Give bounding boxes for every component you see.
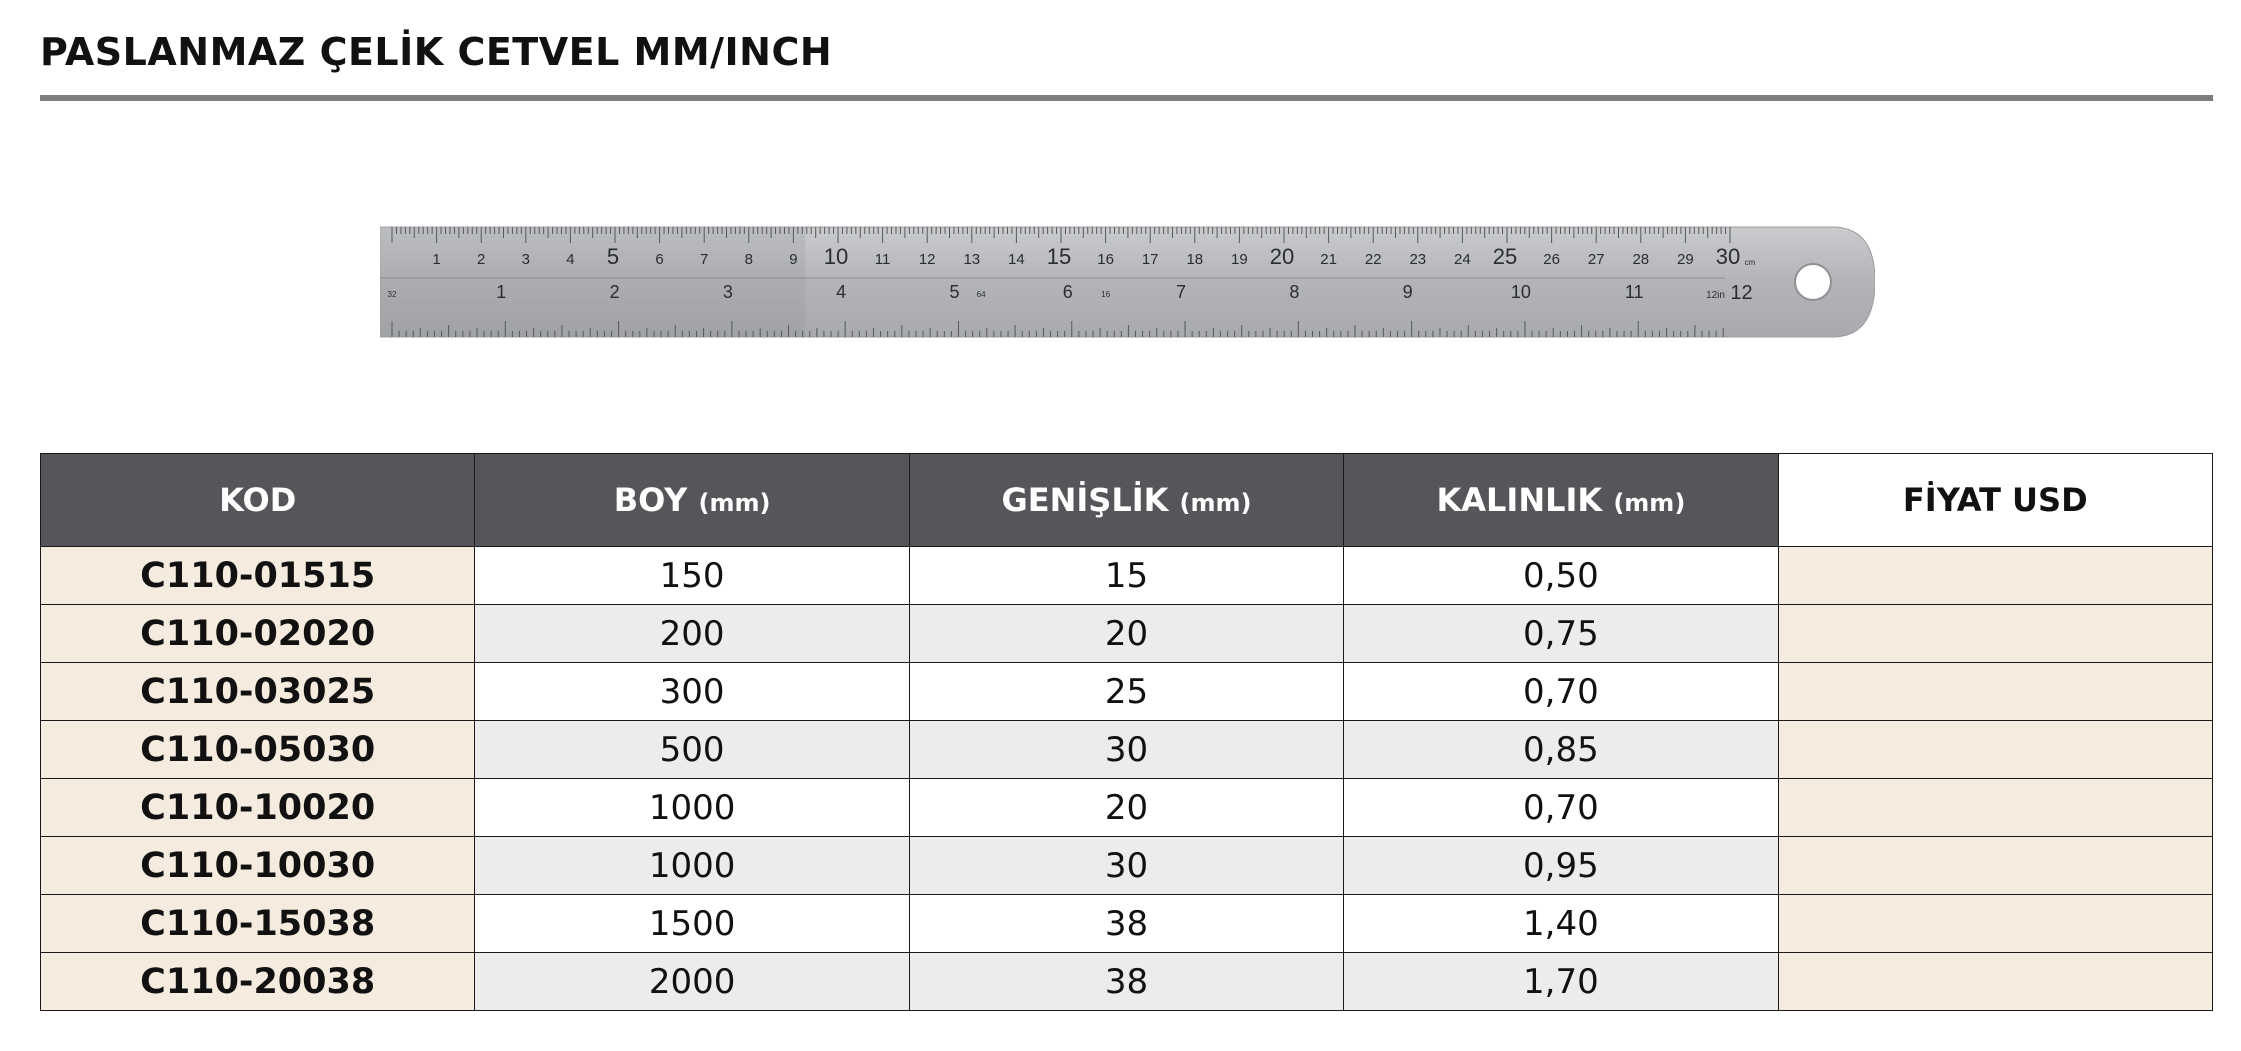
inch-label: 8 <box>1289 282 1300 302</box>
ruler-illustration <box>380 225 1875 345</box>
inch-label: 1 <box>496 282 507 302</box>
cell-kod: C110-05030 <box>41 721 475 779</box>
inch-label: 4 <box>836 282 847 302</box>
cm-label: 23 <box>1409 251 1427 268</box>
col-header-fiyat: FİYAT USD <box>1778 454 2212 547</box>
cm-label: 30 <box>1715 244 1741 269</box>
cm-label: 8 <box>744 251 753 268</box>
cell-fiyat <box>1778 953 2212 1011</box>
cell-boy: 150 <box>475 547 909 605</box>
inch-label: 12 <box>1730 282 1753 304</box>
cell-kod: C110-03025 <box>41 663 475 721</box>
cell-kod: C110-01515 <box>41 547 475 605</box>
col-header-kod: KOD <box>41 454 475 547</box>
cm-label: 17 <box>1141 251 1159 268</box>
cm-label: 12 <box>918 251 936 268</box>
cm-label: 20 <box>1269 244 1295 269</box>
table-row <box>41 721 2213 779</box>
inch-label: 9 <box>1402 282 1413 302</box>
table-header-row <box>41 454 2213 547</box>
cm-label: 28 <box>1632 251 1650 268</box>
cell-genislik: 25 <box>909 663 1343 721</box>
cell-genislik: 38 <box>909 895 1343 953</box>
cm-label: 29 <box>1677 251 1694 268</box>
cm-label: 11 <box>874 251 891 268</box>
cm-label: 9 <box>789 251 798 268</box>
cell-kalinlik: 0,70 <box>1344 779 1778 837</box>
table-row <box>41 779 2213 837</box>
col-header-genislik: GENİŞLİK (mm) <box>909 454 1343 547</box>
cell-boy: 1000 <box>475 779 909 837</box>
cell-fiyat <box>1778 721 2212 779</box>
cell-kod: C110-10030 <box>41 837 475 895</box>
cm-label: 3 <box>521 251 530 268</box>
cm-label: 2 <box>477 251 486 268</box>
cm-label: 1 <box>432 251 441 268</box>
inch-unit-label: 12in <box>1706 290 1725 301</box>
cell-genislik: 20 <box>909 779 1343 837</box>
title-divider <box>40 95 2213 101</box>
cm-label: 27 <box>1587 251 1605 268</box>
cm-label: 10 <box>823 244 849 269</box>
cell-boy: 2000 <box>475 953 909 1011</box>
inch-label: 11 <box>1624 282 1644 302</box>
col-header-kalinlik: KALINLIK (mm) <box>1344 454 1778 547</box>
cell-boy: 500 <box>475 721 909 779</box>
cell-fiyat <box>1778 663 2212 721</box>
inch-label: 6 <box>1062 282 1073 302</box>
inch-label: 2 <box>609 282 620 302</box>
cell-fiyat <box>1778 547 2212 605</box>
cell-boy: 300 <box>475 663 909 721</box>
cell-genislik: 30 <box>909 837 1343 895</box>
cm-label: 7 <box>700 251 709 268</box>
ruler-image <box>380 225 1875 345</box>
table-row <box>41 605 2213 663</box>
cell-kod: C110-02020 <box>41 605 475 663</box>
table-row <box>41 663 2213 721</box>
cm-label: 5 <box>606 244 620 269</box>
cell-fiyat <box>1778 605 2212 663</box>
cell-kalinlik: 0,95 <box>1344 837 1778 895</box>
cell-boy: 1000 <box>475 837 909 895</box>
cell-kod: C110-15038 <box>41 895 475 953</box>
cm-label: 6 <box>655 251 664 268</box>
cm-label: 16 <box>1097 251 1114 268</box>
hang-hole <box>1795 264 1831 300</box>
cell-genislik: 15 <box>909 547 1343 605</box>
inch-label: 3 <box>722 282 733 302</box>
cell-kalinlik: 0,70 <box>1344 663 1778 721</box>
cell-fiyat <box>1778 895 2212 953</box>
cm-label: 21 <box>1320 251 1337 268</box>
cell-kod: C110-10020 <box>41 779 475 837</box>
cm-label: 22 <box>1364 251 1382 268</box>
ruler-shade <box>380 227 805 337</box>
cell-fiyat <box>1778 837 2212 895</box>
cell-kalinlik: 0,75 <box>1344 605 1778 663</box>
cell-boy: 200 <box>475 605 909 663</box>
table-row <box>41 837 2213 895</box>
cell-genislik: 20 <box>909 605 1343 663</box>
cm-label: 24 <box>1454 251 1471 268</box>
subdivision-label: 16 <box>1101 290 1111 299</box>
inch-label: 7 <box>1176 282 1187 302</box>
cm-label: 18 <box>1186 251 1204 268</box>
table-row <box>41 895 2213 953</box>
cell-boy: 1500 <box>475 895 909 953</box>
cm-label: 25 <box>1492 244 1518 269</box>
cm-label: 19 <box>1231 251 1248 268</box>
cell-genislik: 38 <box>909 953 1343 1011</box>
cm-label: 15 <box>1046 244 1072 269</box>
cm-label: 14 <box>1008 251 1025 268</box>
cm-unit-label: cm <box>1744 258 1756 267</box>
subdivision-label: 64 <box>976 290 986 299</box>
inch-label: 5 <box>949 282 960 302</box>
inch-label: 10 <box>1510 282 1531 302</box>
cell-genislik: 30 <box>909 721 1343 779</box>
cell-kalinlik: 0,50 <box>1344 547 1778 605</box>
cm-label: 13 <box>963 251 981 268</box>
cell-kalinlik: 0,85 <box>1344 721 1778 779</box>
cm-label: 26 <box>1543 251 1560 268</box>
table-row <box>41 547 2213 605</box>
table-row <box>41 953 2213 1011</box>
cm-label: 4 <box>566 251 575 268</box>
subdivision-label: 32 <box>387 290 397 299</box>
spec-table <box>40 453 2213 1011</box>
col-header-boy: BOY (mm) <box>475 454 909 547</box>
page-title: PASLANMAZ ÇELİK CETVEL MM/INCH <box>40 30 833 74</box>
cell-fiyat <box>1778 779 2212 837</box>
cell-kod: C110-20038 <box>41 953 475 1011</box>
cell-kalinlik: 1,70 <box>1344 953 1778 1011</box>
cell-kalinlik: 1,40 <box>1344 895 1778 953</box>
